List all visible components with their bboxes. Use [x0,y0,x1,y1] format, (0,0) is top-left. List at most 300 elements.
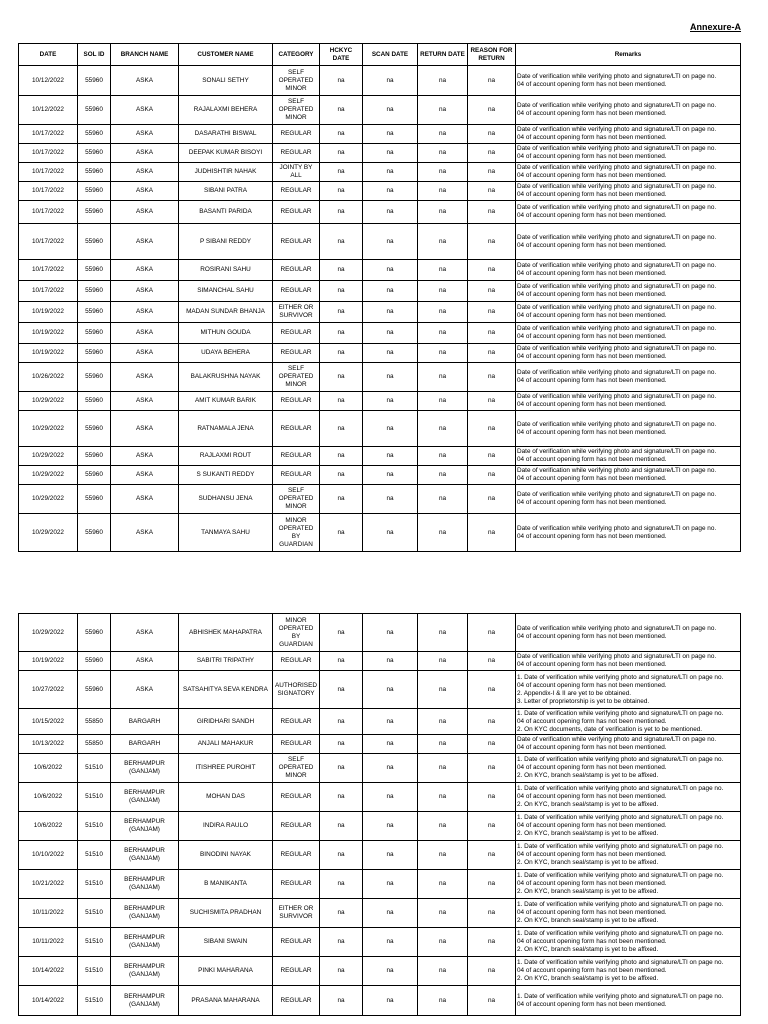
branch-name-cell: ASKA [111,614,179,652]
table-row [19,96,741,125]
header-reason-for-return: REASON FOR RETURN [468,44,516,66]
scan-date-cell: na [363,344,418,363]
category-cell: REGULAR [273,411,320,447]
date-cell: 10/17/2022 [19,281,78,302]
customer-name-cell: ITISHREE PUROHIT [179,754,273,783]
hckyc-date-cell: na [320,812,363,841]
customer-name-cell: DEEPAK KUMAR BISOYI [179,144,273,163]
customer-name-cell: S SUKANTI REDDY [179,466,273,485]
hckyc-date-cell: na [320,514,363,552]
date-cell: 10/19/2022 [19,323,78,344]
remarks-cell: Date of verification while verifying photo and signature/LTI on page no. 04 of account opening form has not been mentioned. [516,363,741,392]
sol-id-cell: 55850 [78,709,111,735]
hckyc-date-cell: na [320,870,363,899]
date-cell: 10/14/2022 [19,957,78,986]
sol-id-cell: 55960 [78,323,111,344]
date-cell: 10/29/2022 [19,466,78,485]
remarks-cell: 1. Date of verification while verifying photo and signature/LTI on page no. 04 of account opening form has not been mentioned. [516,986,741,1016]
scan-date-cell: na [363,812,418,841]
scan-date-cell: na [363,163,418,182]
branch-name-cell: BERHAMPUR (GANJAM) [111,957,179,986]
category-cell: REGULAR [273,986,320,1016]
hckyc-date-cell: na [320,957,363,986]
table-row [19,363,741,392]
scan-date-cell: na [363,260,418,281]
date-cell: 10/17/2022 [19,260,78,281]
remarks-cell: Date of verification while verifying photo and signature/LTI on page no. 04 of account opening form has not been mentioned. [516,344,741,363]
remarks-cell: Date of verification while verifying photo and signature/LTI on page no. 04 of account opening form has not been mentioned. [516,182,741,201]
category-cell: REGULAR [273,144,320,163]
hckyc-date-cell: na [320,783,363,812]
table-row [19,870,741,899]
hckyc-date-cell: na [320,899,363,928]
date-cell: 10/11/2022 [19,899,78,928]
scan-date-cell: na [363,671,418,709]
remarks-cell: Date of verification while verifying photo and signature/LTI on page no. 04 of account opening form has not been mentioned. [516,125,741,144]
scan-date-cell: na [363,841,418,870]
customer-name-cell: GIRIDHARI SANDH [179,709,273,735]
hckyc-date-cell: na [320,652,363,671]
return-date-cell: na [418,144,468,163]
sol-id-cell: 55960 [78,201,111,224]
table-row [19,783,741,812]
sol-id-cell: 55960 [78,66,111,96]
return-date-cell: na [418,466,468,485]
hckyc-date-cell: na [320,323,363,344]
sol-id-cell: 55960 [78,224,111,260]
return-date-cell: na [418,163,468,182]
reason-for-return-cell: na [468,125,516,144]
remarks-cell: 1. Date of verification while verifying photo and signature/LTI on page no. 04 of account opening form has not been mentioned. 2. On KYC documents, date of verification is yet to be mentioned. [516,709,741,735]
table-row [19,614,741,652]
category-cell: REGULAR [273,709,320,735]
date-cell: 10/27/2022 [19,671,78,709]
category-cell: REGULAR [273,392,320,411]
branch-name-cell: ASKA [111,96,179,125]
category-cell: REGULAR [273,344,320,363]
hckyc-date-cell: na [320,224,363,260]
return-date-cell: na [418,671,468,709]
hckyc-date-cell: na [320,302,363,323]
table-row [19,163,741,182]
customer-name-cell: MADAN SUNDAR BHANJA [179,302,273,323]
return-date-cell: na [418,281,468,302]
table-row [19,201,741,224]
scan-date-cell: na [363,201,418,224]
date-cell: 10/17/2022 [19,224,78,260]
return-date-cell: na [418,302,468,323]
date-cell: 10/29/2022 [19,392,78,411]
return-date-cell: na [418,125,468,144]
category-cell: EITHER OR SURVIVOR [273,899,320,928]
table-row [19,957,741,986]
branch-name-cell: BERHAMPUR (GANJAM) [111,841,179,870]
table-row [19,986,741,1016]
scan-date-cell: na [363,870,418,899]
customer-name-cell: SONALI SETHY [179,66,273,96]
table-row [19,144,741,163]
sol-id-cell: 55960 [78,281,111,302]
return-date-cell: na [418,870,468,899]
table-row [19,281,741,302]
remarks-cell: 1. Date of verification while verifying photo and signature/LTI on page no. 04 of account opening form has not been mentioned. 2. Appendix-I & II are yet to be obtained. 3. Letter of proprietorship is yet to be obtained. [516,671,741,709]
customer-name-cell: SIBANI SWAIN [179,928,273,957]
return-date-cell: na [418,986,468,1016]
table-row [19,66,741,96]
remarks-cell: 1. Date of verification while verifying photo and signature/LTI on page no. 04 of account opening form has not been mentioned. 2. On KYC, branch seal/stamp is yet to be affixed. [516,812,741,841]
branch-name-cell: ASKA [111,281,179,302]
hckyc-date-cell: na [320,281,363,302]
category-cell: REGULAR [273,957,320,986]
date-cell: 10/17/2022 [19,201,78,224]
sol-id-cell: 55960 [78,182,111,201]
remarks-cell: Date of verification while verifying photo and signature/LTI on page no. 04 of account opening form has not been mentioned. [516,66,741,96]
scan-date-cell: na [363,281,418,302]
reason-for-return-cell: na [468,754,516,783]
header-remarks: Remarks [516,44,741,66]
sol-id-cell: 55960 [78,447,111,466]
sol-id-cell: 51510 [78,783,111,812]
hckyc-date-cell: na [320,96,363,125]
reason-for-return-cell: na [468,841,516,870]
reason-for-return-cell: na [468,201,516,224]
scan-date-cell: na [363,323,418,344]
remarks-cell: Date of verification while verifying photo and signature/LTI on page no. 04 of account opening form has not been mentioned. [516,224,741,260]
return-date-cell: na [418,323,468,344]
date-cell: 10/14/2022 [19,986,78,1016]
table-row [19,812,741,841]
table-row [19,466,741,485]
hckyc-date-cell: na [320,344,363,363]
branch-name-cell: ASKA [111,344,179,363]
category-cell: REGULAR [273,652,320,671]
reason-for-return-cell: na [468,466,516,485]
branch-name-cell: ASKA [111,671,179,709]
category-cell: REGULAR [273,447,320,466]
sol-id-cell: 55960 [78,485,111,514]
date-cell: 10/29/2022 [19,447,78,466]
return-date-cell: na [418,201,468,224]
date-cell: 10/12/2022 [19,66,78,96]
scan-date-cell: na [363,96,418,125]
reason-for-return-cell: na [468,96,516,125]
sol-id-cell: 51510 [78,986,111,1016]
branch-name-cell: ASKA [111,302,179,323]
return-date-cell: na [418,957,468,986]
remarks-cell: Date of verification while verifying photo and signature/LTI on page no. 04 of account opening form has not been mentioned. [516,302,741,323]
return-date-cell: na [418,182,468,201]
category-cell: SELF OPERATED MINOR [273,754,320,783]
reason-for-return-cell: na [468,182,516,201]
remarks-cell: Date of verification while verifying photo and signature/LTI on page no. 04 of account opening form has not been mentioned. [516,514,741,552]
remarks-cell: Date of verification while verifying photo and signature/LTI on page no. 04 of account opening form has not been mentioned. [516,735,741,754]
table-row [19,260,741,281]
reason-for-return-cell: na [468,928,516,957]
branch-name-cell: ASKA [111,125,179,144]
table-row [19,323,741,344]
return-date-cell: na [418,614,468,652]
scan-date-cell: na [363,957,418,986]
scan-date-cell: na [363,66,418,96]
scan-date-cell: na [363,125,418,144]
sol-id-cell: 51510 [78,957,111,986]
branch-name-cell: ASKA [111,323,179,344]
customer-name-cell: BASANTI PARIDA [179,201,273,224]
date-cell: 10/6/2022 [19,812,78,841]
date-cell: 10/6/2022 [19,754,78,783]
date-cell: 10/21/2022 [19,870,78,899]
return-date-cell: na [418,754,468,783]
category-cell: REGULAR [273,224,320,260]
branch-name-cell: ASKA [111,363,179,392]
sol-id-cell: 55960 [78,411,111,447]
table-row [19,671,741,709]
sol-id-cell: 55960 [78,671,111,709]
reason-for-return-cell: na [468,302,516,323]
customer-name-cell: ANJALI MAHAKUR [179,735,273,754]
scan-date-cell: na [363,392,418,411]
sol-id-cell: 51510 [78,899,111,928]
category-cell: SELF OPERATED MINOR [273,485,320,514]
remarks-cell: 1. Date of verification while verifying photo and signature/LTI on page no. 04 of account opening form has not been mentioned. 2. On KYC, branch seal/stamp is yet to be affixed. [516,841,741,870]
sol-id-cell: 55960 [78,96,111,125]
hckyc-date-cell: na [320,363,363,392]
category-cell: MINOR OPERATED BY GUARDIAN [273,514,320,552]
reason-for-return-cell: na [468,986,516,1016]
sol-id-cell: 55960 [78,144,111,163]
remarks-cell: Date of verification while verifying photo and signature/LTI on page no. 04 of account opening form has not been mentioned. [516,614,741,652]
sol-id-cell: 55960 [78,652,111,671]
return-date-cell: na [418,224,468,260]
branch-name-cell: BERHAMPUR (GANJAM) [111,783,179,812]
branch-name-cell: BERHAMPUR (GANJAM) [111,899,179,928]
verification-table-page-1 [18,43,741,552]
scan-date-cell: na [363,652,418,671]
customer-name-cell: B MANIKANTA [179,870,273,899]
scan-date-cell: na [363,411,418,447]
date-cell: 10/19/2022 [19,302,78,323]
sol-id-cell: 51510 [78,928,111,957]
branch-name-cell: ASKA [111,201,179,224]
table-row [19,928,741,957]
hckyc-date-cell: na [320,411,363,447]
remarks-cell: 1. Date of verification while verifying photo and signature/LTI on page no. 04 of account opening form has not been mentioned. 2. On KYC, branch seal/stamp is yet to be affixed. [516,870,741,899]
branch-name-cell: BERHAMPUR (GANJAM) [111,754,179,783]
branch-name-cell: ASKA [111,466,179,485]
date-cell: 10/15/2022 [19,709,78,735]
scan-date-cell: na [363,224,418,260]
remarks-cell: Date of verification while verifying photo and signature/LTI on page no. 04 of account opening form has not been mentioned. [516,652,741,671]
date-cell: 10/26/2022 [19,363,78,392]
branch-name-cell: BERHAMPUR (GANJAM) [111,812,179,841]
remarks-cell: 1. Date of verification while verifying photo and signature/LTI on page no. 04 of account opening form has not been mentioned. 2. On KYC, branch seal/stamp is yet to be affixed. [516,754,741,783]
branch-name-cell: ASKA [111,485,179,514]
table-row [19,652,741,671]
return-date-cell: na [418,812,468,841]
hckyc-date-cell: na [320,735,363,754]
category-cell: REGULAR [273,812,320,841]
table-row [19,485,741,514]
table-header-row [19,44,741,66]
customer-name-cell: SUDHANSU JENA [179,485,273,514]
customer-name-cell: PINKI MAHARANA [179,957,273,986]
reason-for-return-cell: na [468,671,516,709]
return-date-cell: na [418,709,468,735]
header-date: DATE [19,44,78,66]
return-date-cell: na [418,66,468,96]
customer-name-cell: SIMANCHAL SAHU [179,281,273,302]
reason-for-return-cell: na [468,392,516,411]
scan-date-cell: na [363,735,418,754]
category-cell: REGULAR [273,281,320,302]
remarks-cell: Date of verification while verifying photo and signature/LTI on page no. 04 of account opening form has not been mentioned. [516,411,741,447]
hckyc-date-cell: na [320,614,363,652]
sol-id-cell: 51510 [78,841,111,870]
header-return-date: RETURN DATE [418,44,468,66]
category-cell: REGULAR [273,201,320,224]
date-cell: 10/17/2022 [19,144,78,163]
sol-id-cell: 55960 [78,260,111,281]
reason-for-return-cell: na [468,614,516,652]
date-cell: 10/10/2022 [19,841,78,870]
sol-id-cell: 51510 [78,870,111,899]
hckyc-date-cell: na [320,986,363,1016]
date-cell: 10/29/2022 [19,411,78,447]
header-customer-name: CUSTOMER NAME [179,44,273,66]
return-date-cell: na [418,899,468,928]
return-date-cell: na [418,928,468,957]
reason-for-return-cell: na [468,411,516,447]
hckyc-date-cell: na [320,447,363,466]
hckyc-date-cell: na [320,928,363,957]
scan-date-cell: na [363,928,418,957]
date-cell: 10/13/2022 [19,735,78,754]
remarks-cell: Date of verification while verifying photo and signature/LTI on page no. 04 of account opening form has not been mentioned. [516,466,741,485]
sol-id-cell: 51510 [78,812,111,841]
scan-date-cell: na [363,899,418,928]
category-cell: JOINTY BY ALL [273,163,320,182]
date-cell: 10/17/2022 [19,182,78,201]
reason-for-return-cell: na [468,514,516,552]
hckyc-date-cell: na [320,182,363,201]
header-scan-date: SCAN DATE [363,44,418,66]
hckyc-date-cell: na [320,392,363,411]
table-row [19,447,741,466]
customer-name-cell: MOHAN DAS [179,783,273,812]
remarks-cell: Date of verification while verifying photo and signature/LTI on page no. 04 of account opening form has not been mentioned. [516,96,741,125]
branch-name-cell: BERHAMPUR (GANJAM) [111,986,179,1016]
scan-date-cell: na [363,709,418,735]
table-row [19,224,741,260]
hckyc-date-cell: na [320,671,363,709]
branch-name-cell: BARGARH [111,735,179,754]
branch-name-cell: ASKA [111,447,179,466]
hckyc-date-cell: na [320,841,363,870]
category-cell: SELF OPERATED MINOR [273,66,320,96]
return-date-cell: na [418,485,468,514]
return-date-cell: na [418,344,468,363]
reason-for-return-cell: na [468,224,516,260]
table-row [19,392,741,411]
category-cell: SELF OPERATED MINOR [273,96,320,125]
reason-for-return-cell: na [468,447,516,466]
customer-name-cell: UDAYA BEHERA [179,344,273,363]
table-row [19,899,741,928]
sol-id-cell: 55960 [78,163,111,182]
verification-table-page-2 [18,613,741,1016]
customer-name-cell: RAJALAXMI BEHERA [179,96,273,125]
reason-for-return-cell: na [468,344,516,363]
branch-name-cell: BERHAMPUR (GANJAM) [111,870,179,899]
category-cell: REGULAR [273,466,320,485]
remarks-cell: Date of verification while verifying photo and signature/LTI on page no. 04 of account opening form has not been mentioned. [516,201,741,224]
customer-name-cell: RAJLAXMI ROUT [179,447,273,466]
category-cell: REGULAR [273,182,320,201]
branch-name-cell: BARGARH [111,709,179,735]
hckyc-date-cell: na [320,260,363,281]
branch-name-cell: BERHAMPUR (GANJAM) [111,928,179,957]
date-cell: 10/29/2022 [19,614,78,652]
category-cell: REGULAR [273,260,320,281]
table-row [19,302,741,323]
return-date-cell: na [418,783,468,812]
customer-name-cell: SATSAHITYA SEVA KENDRA [179,671,273,709]
remarks-cell: Date of verification while verifying photo and signature/LTI on page no. 04 of account opening form has not been mentioned. [516,144,741,163]
remarks-cell: Date of verification while verifying photo and signature/LTI on page no. 04 of account opening form has not been mentioned. [516,260,741,281]
table-row [19,182,741,201]
sol-id-cell: 55960 [78,125,111,144]
hckyc-date-cell: na [320,201,363,224]
branch-name-cell: ASKA [111,392,179,411]
header-category: CATEGORY [273,44,320,66]
hckyc-date-cell: na [320,66,363,96]
sol-id-cell: 55960 [78,363,111,392]
hckyc-date-cell: na [320,754,363,783]
scan-date-cell: na [363,447,418,466]
return-date-cell: na [418,411,468,447]
reason-for-return-cell: na [468,899,516,928]
table-row [19,411,741,447]
remarks-cell: Date of verification while verifying photo and signature/LTI on page no. 04 of account opening form has not been mentioned. [516,323,741,344]
hckyc-date-cell: na [320,144,363,163]
branch-name-cell: ASKA [111,652,179,671]
sol-id-cell: 51510 [78,754,111,783]
branch-name-cell: ASKA [111,163,179,182]
customer-name-cell: SABITRI TRIPATHY [179,652,273,671]
header-hckyc-date: HCKYC DATE [320,44,363,66]
reason-for-return-cell: na [468,783,516,812]
return-date-cell: na [418,514,468,552]
remarks-cell: 1. Date of verification while verifying photo and signature/LTI on page no. 04 of account opening form has not been mentioned. 2. On KYC, branch seal/stamp is yet to be affixed. [516,928,741,957]
customer-name-cell: PRASANA MAHARANA [179,986,273,1016]
return-date-cell: na [418,260,468,281]
remarks-cell: Date of verification while verifying photo and signature/LTI on page no. 04 of account opening form has not been mentioned. [516,163,741,182]
branch-name-cell: ASKA [111,144,179,163]
reason-for-return-cell: na [468,709,516,735]
table-row [19,514,741,552]
scan-date-cell: na [363,754,418,783]
branch-name-cell: ASKA [111,224,179,260]
hckyc-date-cell: na [320,466,363,485]
reason-for-return-cell: na [468,66,516,96]
remarks-cell: 1. Date of verification while verifying photo and signature/LTI on page no. 04 of account opening form has not been mentioned. 2. On KYC, branch seal/stamp is yet to be affixed. [516,957,741,986]
category-cell: REGULAR [273,870,320,899]
table-row [19,735,741,754]
customer-name-cell: TANMAYA SAHU [179,514,273,552]
reason-for-return-cell: na [468,260,516,281]
customer-name-cell: SIBANI PATRA [179,182,273,201]
remarks-cell: Date of verification while verifying photo and signature/LTI on page no. 04 of account opening form has not been mentioned. [516,485,741,514]
